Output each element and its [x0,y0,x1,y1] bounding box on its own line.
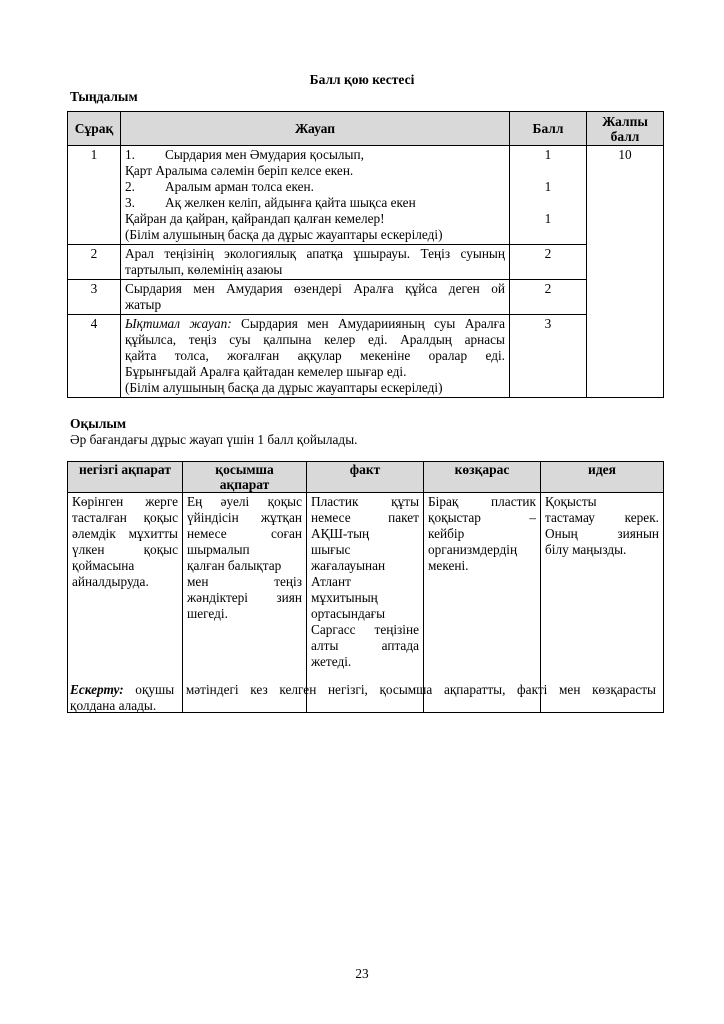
score-cell [510,146,587,245]
answer-line: Арал теңізінің экологиялық апатқа ұшырауы. Теңіз суының [125,246,505,261]
header-main-info: негізгі ақпарат [68,462,183,493]
cell-line: тасталған қоқыс [72,510,178,525]
cell-line: Саргасс теңізіне [311,622,419,637]
opinion-cell [424,493,541,713]
header-total [587,112,664,146]
cell-line: Атлант [311,574,351,589]
listening-row-4 [68,315,664,398]
note-paragraph [70,682,656,714]
cell-line: мекені. [428,558,469,573]
listening-row-1 [68,146,664,245]
score-value: 1 [544,147,552,162]
score-value: 2 [510,245,587,280]
cell-line: қоқыстар – [428,510,536,525]
possible-answer-label: Ықтимал жауап: [125,316,232,331]
answer-line: құйылса, теңіз суы қалпына келер еді. Аралдың арнасы [125,332,505,347]
header-score: Балл [510,112,587,146]
cell-line: Қоқысты [545,494,597,509]
answer-line: жатыр [125,297,162,312]
listening-row-2 [68,245,664,280]
cell-line: алты аптада [311,638,419,653]
cell-line: қалған балықтар [187,558,282,573]
header-total-line1: Жалпы [602,113,648,129]
cell-line: шығыс [311,542,351,557]
answer-cell [121,146,510,245]
answer-line: Бұрынғыдай Аралға қайтадан кемелер шығар еді. [125,364,407,379]
page-title: Балл қою кестесі [309,72,415,87]
answer-note: (Білім алушының басқа да дұрыс жауаптары ескеріледі) [125,227,443,242]
answer-cell [121,280,510,315]
reading-header-row [68,462,664,493]
answer-item-3-line2: Қайран да қайран, қайрандап қалған кемелер! [125,211,385,226]
reading-instruction: Әр бағандағы дұрыс жауап үшін 1 балл қойылады. [70,432,358,447]
question-number: 1 [68,146,121,245]
cell-line: мұхитының [311,590,378,605]
score-value: 2 [510,280,587,315]
answer-item-2: 2. Аралым арман толса екен. [125,179,314,194]
cell-line: айналдыруда. [72,574,149,589]
score-value: 3 [510,315,587,398]
cell-line: жағалауынан [311,558,386,573]
cell-line: организмдердің [428,542,518,557]
answer-item-3: 3. Ақ желкен келіп, айдынға қайта шықса екен [125,195,416,210]
answer-line: Ықтимал жауап: Сырдария мен Амудариияның суы Аралға [125,316,505,331]
header-question: Сұрақ [68,112,121,146]
extra-info-cell [183,493,307,713]
header-total-line2: балл [610,128,640,144]
cell-line: немесе соған [187,526,302,541]
listening-score-table [67,111,664,398]
answer-line: қайта толса, жоғалған аққулар мекеніне оралар еді. [125,348,505,363]
total-score-cell: 10 [587,146,664,398]
header-opinion: көзқарас [424,462,541,493]
page-number: 23 [355,966,369,981]
cell-line: жетеді. [311,654,352,669]
cell-line: қоймасына [72,558,135,573]
cell-line: үйіндісін жұтқан [187,510,302,525]
cell-line: шырмалып [187,542,250,557]
question-number: 3 [68,280,121,315]
score-value: 1 [544,179,552,194]
header-fact: факт [307,462,424,493]
answer-cell [121,245,510,280]
cell-line: білу маңызды. [545,542,627,557]
cell-line: Пластик құты [311,494,419,509]
cell-line: Оның зиянын [545,526,659,541]
listening-header-row [68,112,664,146]
cell-line: үлкен қоқыс [72,542,178,557]
reading-heading: Оқылым [70,416,127,431]
fact-cell [307,493,424,713]
question-number: 2 [68,245,121,280]
idea-cell [541,493,664,713]
score-value: 1 [544,211,552,226]
cell-line: немесе пакет [311,510,419,525]
reading-score-table [67,461,664,713]
cell-line: ортасындағы [311,606,386,621]
header-extra-info: қосымша ақпарат [183,462,307,493]
cell-line: Ең әуелі қоқыс [187,494,302,509]
note-line: қолдана алады. [70,698,157,713]
answer-item-1: 1. Сырдария мен Әмудария қосылып, [125,147,364,162]
cell-line: шегеді. [187,606,228,621]
header-idea: идея [541,462,664,493]
listening-heading: Тыңдалым [70,89,138,104]
answer-item-1-line2: Қарт Аралыма сәлемін беріп келсе екен. [125,163,354,178]
answer-note: (Білім алушының басқа да дұрыс жауаптары ескеріледі) [125,380,443,395]
cell-line: Көрінген жерге [72,494,178,509]
cell-line: мен теңіз [187,574,302,589]
answer-line: тартылып, көлемінің азаюы [125,262,283,277]
note-label: Ескерту: [70,682,124,697]
listening-row-3 [68,280,664,315]
header-answer: Жауап [121,112,510,146]
question-number: 4 [68,315,121,398]
cell-line: жәндіктері зиян [187,590,302,605]
cell-line: тастамау керек. [545,510,659,525]
main-info-cell [68,493,183,713]
answer-line: Сырдария мен Амудария өзендері Аралға құйса деген ой [125,281,505,296]
cell-line: әлемдік мұхитты [72,526,178,541]
note-line: Ескерту: оқушы мәтіндегі кез келген негізгі, қосымша ақпаратты, факті мен көзқарасты [70,682,656,697]
answer-cell [121,315,510,398]
cell-line: АҚШ-тың [311,526,370,541]
cell-line: кейбір [428,526,465,541]
cell-line: Бірақ пластик [428,494,536,509]
reading-answer-row [68,493,664,713]
